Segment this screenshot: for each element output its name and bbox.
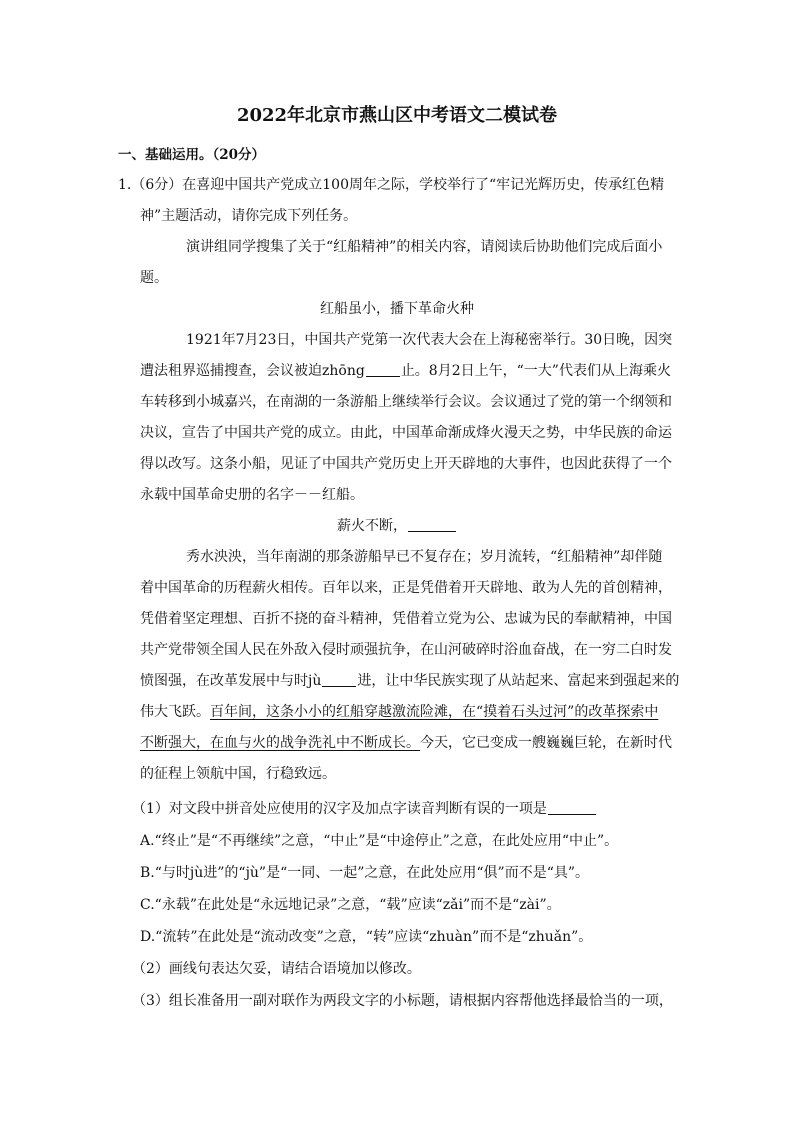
underlined-sentence-part-1: 百年间，这条小小的红船穿越激流险滩，在“摸着石头过河”的改革探索中 (210, 704, 659, 720)
passage-2-line-6-text: 伟大飞跃。 (140, 704, 210, 720)
option-a: A.“终止”是“不再继续”之意，“中止”是“中途停止”之意，在此处应用“中止”。 (140, 833, 619, 849)
passage-2-line-3: 凭借着坚定理想、百折不挠的奋斗精神，凭借着立党为公、忠诚为民的奉献精神，中国 (140, 611, 672, 627)
passage-2-line-5-text-a: 愤图强，在改革发展中与时jù (140, 673, 322, 689)
section-heading: 一、基础运用。（20分） (118, 147, 266, 163)
subtitle-torch-text: 薪火不断， (337, 518, 407, 534)
passage-2-line-8: 的征程上领航中国，行稳致远。 (140, 766, 336, 782)
passage-1-line-3: 车转移到小城嘉兴，在南湖的一条游船上继续举行会议。会议通过了党的第一个纲领和 (140, 394, 672, 410)
passage-1-line-2 (140, 361, 671, 381)
question-1-line-2: 神”主题活动，请你完成下列任务。 (140, 208, 358, 224)
answer-blank-1[interactable] (548, 800, 596, 815)
passage-1-line-2-text-a: 遭法租界巡捕搜查，会议被迫zhōng (140, 363, 365, 379)
passage-2-line-5-text-b: 进，让中华民族实现了从站起来、富起来到强起来的 (357, 673, 680, 689)
exam-title: 2022年北京市燕山区中考语文二模试卷 (236, 105, 558, 126)
option-b: B.“与时jù进”的“jù”是“一同、一起”之意，在此处应用“俱”而不是“具”。 (140, 865, 590, 881)
fill-blank-subtitle[interactable] (408, 517, 456, 532)
passage-2-line-4: 共产党带领全国人民在外敌入侵时顽强抗争，在山河破碎时浴血奋战，在一穷二白时发 (140, 642, 672, 658)
passage-2-line-7-text: 今天，它已变成一艘巍巍巨轮，在新时代 (420, 735, 672, 751)
option-d: D.“流转”在此处是“流动改变”之意，“转”应读“zhuàn”而不是“zhuǎn”。 (140, 929, 593, 945)
passage-2-line-5 (140, 671, 679, 691)
passage-1-line-2-text-b: 止。8月2日上午，“一大”代表们从上海乘火 (400, 363, 671, 379)
subtitle-red-boat: 红船虽小，播下革命火种 (320, 301, 474, 317)
intro-line-2: 题。 (140, 270, 168, 286)
fill-blank-ju[interactable] (322, 672, 356, 687)
intro-line-1: 演讲组同学搜集了关于“红船精神”的相关内容，请阅读后协助他们完成后面小 (186, 239, 663, 255)
question-1-line-1: 1.（6分）在喜迎中国共产党成立100周年之际，学校举行了“牢记光辉历史，传承红色精 (118, 177, 665, 193)
subtitle-torch (0, 516, 794, 536)
sub-question-1 (132, 799, 597, 819)
passage-2-line-1: 秀水泱泱，当年南湖的那条游船早已不复存在；岁月流转，“红船精神”却伴随 (186, 549, 663, 565)
underlined-sentence-part-2: 不断强大，在血与火的战争洗礼中不断成长。 (140, 735, 420, 751)
passage-2-line-2: 着中国革命的历程薪火相传。百年以来，正是凭借着开天辟地、敢为人先的首创精神， (140, 580, 672, 596)
passage-2-line-6 (140, 702, 658, 722)
option-c: C.“永载”在此处是“永远地记录”之意，“载”应读“zǎi”而不是“zài”。 (140, 897, 561, 913)
passage-1-line-5: 得以改写。这条小船，见证了中国共产党历史上开天辟地的大事件，也因此获得了一个 (140, 456, 672, 472)
fill-blank-zhong[interactable] (366, 362, 400, 377)
sub-question-1-stem: （1）对文段中拼音处应使用的汉字及加点字读音判断有误的一项是 (132, 801, 547, 817)
passage-2-line-7 (140, 733, 672, 753)
sub-question-2: （2）画线句表达欠妥，请结合语境加以修改。 (132, 961, 421, 977)
sub-question-3: （3）组长准备用一副对联作为两段文字的小标题，请根据内容帮他选择最恰当的一项， (132, 993, 673, 1009)
passage-1-line-4: 决议，宣告了中国共产党的成立。由此，中国革命渐成烽火漫天之势，中华民族的命运 (140, 425, 672, 441)
passage-1-line-6: 永载中国革命史册的名字－－红船。 (140, 487, 364, 503)
passage-1-line-1: 1921年7月23日，中国共产党第一次代表大会在上海秘密举行。30日晚，因突 (186, 332, 673, 348)
